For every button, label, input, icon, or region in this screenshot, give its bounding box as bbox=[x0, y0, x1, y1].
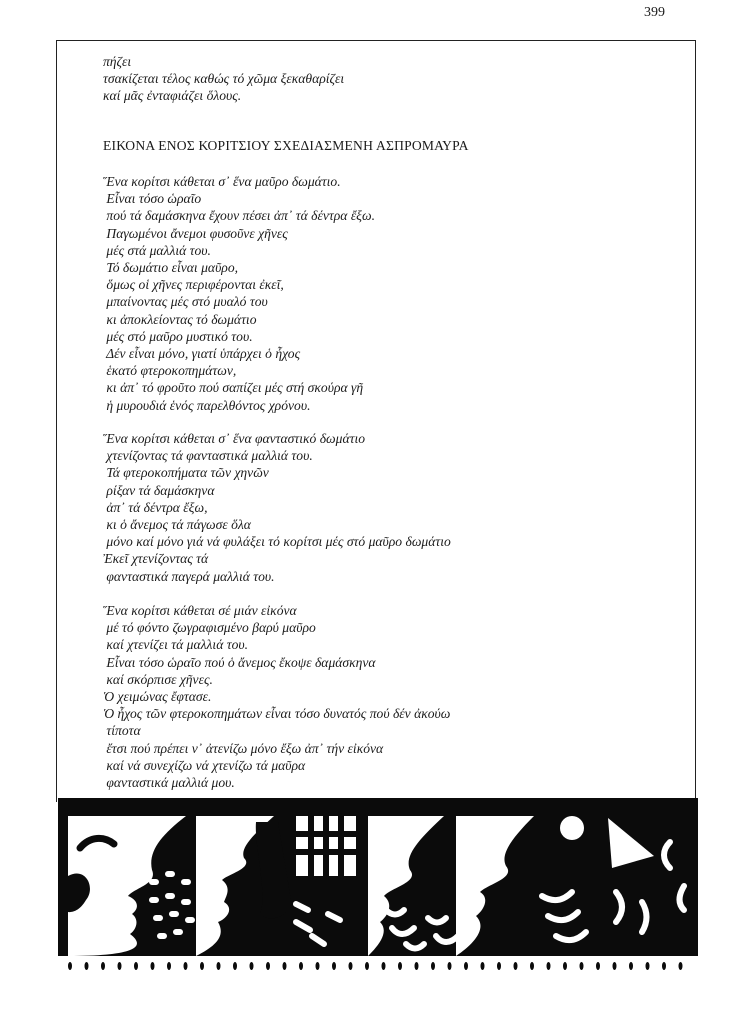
border-dot bbox=[134, 962, 138, 970]
poem-line: ἔτσι πού πρέπει ν᾿ ἀτενίζω μόνο ἔξω ἀπ᾿ τήν εἰκόνα bbox=[103, 740, 384, 756]
border-dot bbox=[497, 962, 501, 970]
poem-line: μπαίνοντας μές στό μυαλό του bbox=[103, 294, 268, 310]
border-dot bbox=[250, 962, 254, 970]
poem-line: ρίξαν τά δαμάσκηνα bbox=[103, 482, 215, 498]
border-dot bbox=[596, 962, 600, 970]
poem-line: φανταστικά παγερά μαλλιά του. bbox=[103, 568, 275, 584]
border-dot bbox=[85, 962, 89, 970]
border-dot bbox=[299, 962, 303, 970]
border-dot bbox=[481, 962, 485, 970]
poem-line: κι ἀπ᾿ τό φροῦτο πού σαπίζει μές στή σκούρα γῆ bbox=[103, 380, 364, 396]
border-dot bbox=[365, 962, 369, 970]
border-dot bbox=[415, 962, 419, 970]
poem-line: μόνο καί μόνο γιά νά φυλάξει τό κορίτσι μές στό μαῦρο δωμάτιο bbox=[103, 534, 451, 550]
poem-line: καί μᾶς ἐνταφιάζει ὅλους. bbox=[103, 88, 242, 104]
sun-dot bbox=[560, 816, 584, 840]
stanza-3 bbox=[103, 602, 450, 791]
border-dot bbox=[167, 962, 171, 970]
poem-line: Παγωμένοι ἄνεμοι φυσοῦνε χῆνες bbox=[103, 225, 288, 241]
border-dot bbox=[662, 962, 666, 970]
poem-line: Ἕνα κορίτσι κάθεται σέ μιάν εἰκόνα bbox=[103, 603, 297, 618]
poem-line: Τό δωμάτιο εἶναι μαῦρο, bbox=[103, 260, 239, 276]
border-dot bbox=[398, 962, 402, 970]
poem-line: κι ἀποκλείοντας τό δωμάτιο bbox=[103, 311, 257, 327]
previous-poem-ending bbox=[103, 53, 344, 105]
poem-line: καί νά συνεχίζω νά χτενίζω τά μαῦρα bbox=[103, 757, 306, 773]
border-dot bbox=[382, 962, 386, 970]
poem-line: Εἶναι τόσο ὡραῖο bbox=[103, 191, 202, 207]
border-dot bbox=[101, 962, 105, 970]
poem-line: Ὁ ἦχος τῶν φτεροκοπημάτων εἶναι τόσο δυνατός πού δέν ἀκούω bbox=[103, 706, 451, 722]
border-dot bbox=[580, 962, 584, 970]
border-dot bbox=[332, 962, 336, 970]
border-dot bbox=[68, 962, 72, 970]
poem-line: Ὁ χειμώνας ἔφτασε. bbox=[103, 689, 212, 705]
poem-title: ΕΙΚΟΝΑ ΕΝΟΣ ΚΟΡΙΤΣΙΟΥ ΣΧΕΔΙΑΣΜΕΝΗ ΑΣΠΡΟΜΑΥΡΑ bbox=[103, 138, 469, 153]
border-dot bbox=[217, 962, 221, 970]
border-dot bbox=[448, 962, 452, 970]
stanza-2 bbox=[103, 430, 451, 585]
border-dot bbox=[613, 962, 617, 970]
poem-line: Ἕνα κορίτσι κάθεται σ᾿ ἕνα μαῦρο δωμάτιο. bbox=[103, 174, 341, 189]
border-dot bbox=[464, 962, 468, 970]
poem-line: τσακίζεται τέλος καθώς τό χῶμα ξεκαθαρίζει bbox=[103, 71, 345, 87]
border-dot bbox=[514, 962, 518, 970]
dotted-border bbox=[68, 962, 683, 970]
border-dot bbox=[563, 962, 567, 970]
poem-line: Δέν εἶναι μόνο, γιατί ὑπάρχει ὁ ἦχος bbox=[103, 346, 301, 362]
border-dot bbox=[547, 962, 551, 970]
poem-line: χτενίζοντας τά φανταστικά μαλλιά του. bbox=[103, 448, 313, 464]
poem-line: ἀπ᾿ τά δέντρα ἔξω, bbox=[103, 499, 208, 515]
border-dot bbox=[431, 962, 435, 970]
poem-line: καί χτενίζει τά μαλλιά του. bbox=[103, 637, 249, 653]
poem-line: Εἶναι τόσο ὡραῖο πού ὁ ἄνεμος ἔκοψε δαμάσκηνα bbox=[103, 654, 376, 670]
border-dot bbox=[530, 962, 534, 970]
poem-line: φανταστικά μαλλιά μου. bbox=[103, 775, 235, 791]
poem-line: μέ τό φόντο ζωγραφισμένο βαρύ μαῦρο bbox=[103, 620, 316, 636]
border-dot bbox=[266, 962, 270, 970]
border-dot bbox=[184, 962, 188, 970]
border-dot bbox=[151, 962, 155, 970]
poem-line: μές στό μαῦρο μυστικό του. bbox=[103, 328, 253, 344]
poem-line: καί σκόρπισε χῆνες. bbox=[103, 671, 213, 687]
poem-line: τίποτα bbox=[103, 723, 141, 739]
profiles-illustration bbox=[56, 796, 698, 974]
poem-line: κι ὁ ἄνεμος τά πάγωσε ὅλα bbox=[103, 517, 251, 533]
border-dot bbox=[679, 962, 683, 970]
border-dot bbox=[349, 962, 353, 970]
poem-line: Ἐκεῖ χτενίζοντας τά bbox=[103, 551, 209, 567]
border-dot bbox=[283, 962, 287, 970]
poem-line: Τά φτεροκοπήματα τῶν χηνῶν bbox=[103, 465, 269, 481]
page-number: 399 bbox=[644, 5, 665, 20]
poem-line: ἑκατό φτεροκοπημάτων, bbox=[103, 363, 237, 379]
illustration-artwork bbox=[58, 798, 698, 970]
border-dot bbox=[646, 962, 650, 970]
border-dot bbox=[316, 962, 320, 970]
poem-line: πήζει bbox=[103, 54, 132, 69]
border-dot bbox=[233, 962, 237, 970]
poem-line: ὅμως οἱ χῆνες περιφέρονται ἐκεῖ, bbox=[103, 277, 284, 293]
border-dot bbox=[200, 962, 204, 970]
poem-line: μές στά μαλλιά του. bbox=[103, 242, 211, 258]
border-dot bbox=[118, 962, 122, 970]
border-dot bbox=[629, 962, 633, 970]
stanza-1 bbox=[103, 173, 375, 414]
poem-line: πού τά δαμάσκηνα ἔχουν πέσει ἀπ᾿ τά δέντρα ἔξω. bbox=[103, 208, 375, 224]
poem-line: Ἕνα κορίτσι κάθεται σ᾿ ἕνα φανταστικό δωμάτιο bbox=[103, 431, 366, 446]
poem-line: ἡ μυρουδιά ἑνός παρελθόντος χρόνου. bbox=[103, 397, 311, 413]
